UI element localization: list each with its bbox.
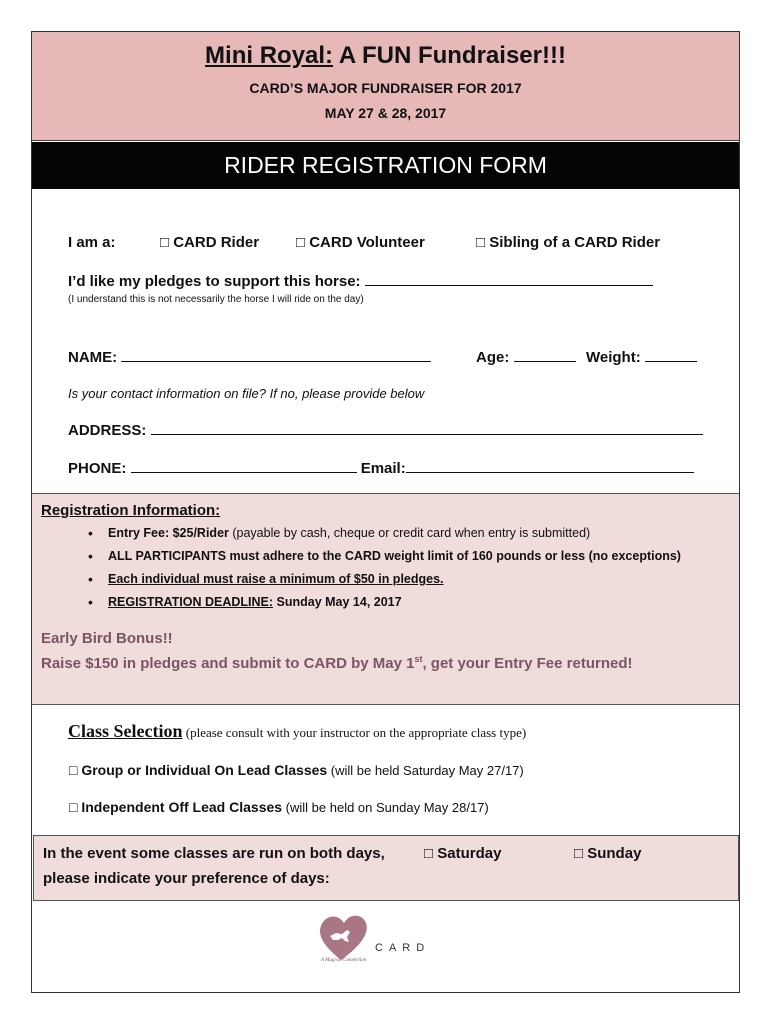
checkbox-sunday[interactable]: □ Sunday xyxy=(574,845,642,862)
class-selection-heading: Class Selection xyxy=(68,721,183,741)
weight-label: Weight: xyxy=(586,349,641,366)
subtitle: CARD’S MAJOR FUNDRAISER FOR 2017 xyxy=(249,80,522,96)
weight-limit-text: ALL PARTICIPANTS must adhere to the CARD weight limit of 160 pounds or less (no exceptions) xyxy=(108,549,681,563)
preference-line-2: please indicate your preference of days: xyxy=(43,870,330,887)
age-row xyxy=(476,348,576,366)
name-label: NAME: xyxy=(68,349,118,366)
checkbox-sibling[interactable]: □ Sibling of a CARD Rider xyxy=(476,234,661,251)
header-banner xyxy=(32,32,739,141)
email-label: Email: xyxy=(360,460,406,477)
event-dates: MAY 27 & 28, 2017 xyxy=(324,105,447,121)
page-title xyxy=(32,42,739,70)
pledge-horse-field[interactable] xyxy=(365,272,653,286)
minimum-pledge-text: Each individual must raise a minimum of $50 in pledges. xyxy=(108,572,444,586)
deadline-value: Sunday May 14, 2017 xyxy=(273,595,402,609)
logo-name: CARD xyxy=(375,942,431,954)
name-field[interactable] xyxy=(121,348,431,362)
raise-text-after: , get your Entry Fee returned! xyxy=(422,655,633,672)
registration-bullets xyxy=(108,526,681,618)
weight-field[interactable] xyxy=(645,348,697,362)
logo-tagline: A Magical Connection xyxy=(321,958,367,963)
phone-row xyxy=(68,459,694,477)
pledge-note: (I understand this is not necessarily the horse I will ride on the day) xyxy=(68,294,364,305)
early-bird-heading: Early Bird Bonus!! xyxy=(41,630,173,647)
raise-text-before: Raise $150 in pledges and submit to CARD by May 1 xyxy=(41,655,415,672)
list-item xyxy=(108,572,681,595)
list-item xyxy=(108,595,681,618)
list-item xyxy=(108,526,681,549)
phone-label: PHONE: xyxy=(68,460,127,477)
email-field[interactable] xyxy=(406,459,694,473)
preference-line-1: In the event some classes are run on both days, xyxy=(43,845,385,862)
title-main: Mini Royal: xyxy=(205,42,334,69)
entry-fee-label: Entry Fee: $25/Rider xyxy=(108,526,229,540)
list-item xyxy=(108,549,681,572)
age-label: Age: xyxy=(476,349,510,366)
pledge-row xyxy=(68,272,653,290)
checkbox-saturday[interactable]: □ Saturday xyxy=(424,845,502,862)
checkbox-card-volunteer[interactable]: □ CARD Volunteer xyxy=(296,234,425,251)
raise-superscript: st xyxy=(414,654,423,664)
form-title-bar: RIDER REGISTRATION FORM xyxy=(32,142,739,189)
title-rest: A FUN Fundraiser!!! xyxy=(333,42,566,69)
on-lead-label: □ Group or Individual On Lead Classes xyxy=(69,762,328,778)
registration-info-box xyxy=(32,493,739,705)
off-lead-note: (will be held on Sunday May 28/17) xyxy=(282,800,489,815)
phone-field[interactable] xyxy=(131,459,357,473)
name-row xyxy=(68,348,431,366)
entry-fee-note: (payable by cash, cheque or credit card when entry is submitted) xyxy=(228,526,591,540)
early-bird-text xyxy=(41,654,633,672)
class-option-off-lead[interactable] xyxy=(69,799,489,815)
registration-heading: Registration Information: xyxy=(41,502,221,519)
class-selection-note: (please consult with your instructor on the appropriate class type) xyxy=(182,725,527,740)
age-field[interactable] xyxy=(514,348,576,362)
deadline-label: REGISTRATION DEADLINE: xyxy=(108,595,274,609)
off-lead-label: □ Independent Off Lead Classes xyxy=(69,799,283,815)
on-lead-note: (will be held Saturday May 27/17) xyxy=(327,763,524,778)
class-option-on-lead[interactable] xyxy=(69,762,524,778)
pledge-label: I’d like my pledges to support this horse: xyxy=(68,273,361,290)
registration-form-page xyxy=(31,31,740,993)
class-selection-heading-row xyxy=(68,721,526,742)
contact-question: Is your contact information on file? If no, please provide below xyxy=(68,386,425,401)
address-label: ADDRESS: xyxy=(68,422,147,439)
iam-label: I am a: xyxy=(68,234,116,251)
weight-row xyxy=(586,348,697,366)
day-preference-box xyxy=(33,835,739,901)
checkbox-card-rider[interactable]: □ CARD Rider xyxy=(160,234,260,251)
address-field[interactable] xyxy=(151,421,703,435)
address-row xyxy=(68,421,703,439)
